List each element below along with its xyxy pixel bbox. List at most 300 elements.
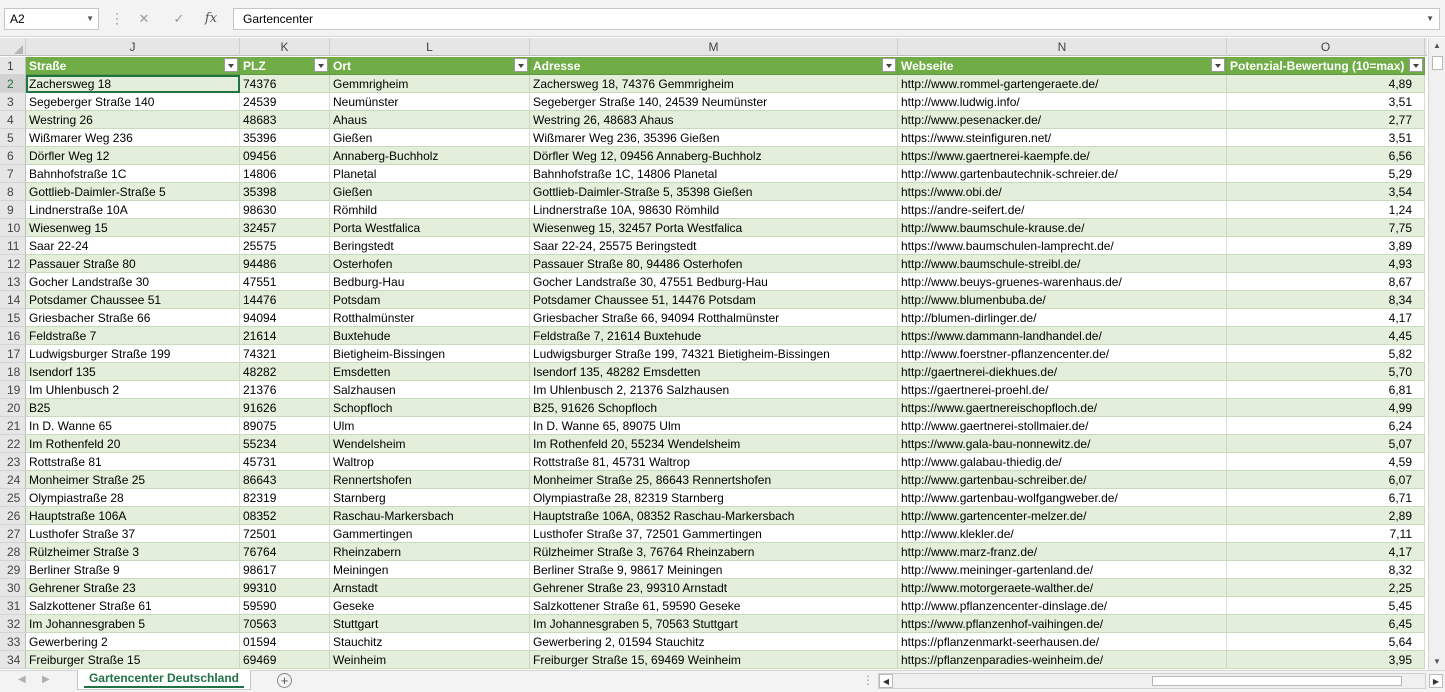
scroll-left-icon[interactable]: ◀ xyxy=(879,674,893,688)
cell-adresse[interactable] xyxy=(530,363,898,381)
formula-input[interactable] xyxy=(233,8,1440,30)
cell-webseite-text: http://www.ludwig.info/ xyxy=(901,95,1020,109)
cell-webseite[interactable] xyxy=(898,147,1227,165)
cell-ort[interactable] xyxy=(330,309,530,327)
cell-webseite[interactable] xyxy=(898,219,1227,237)
cell-adresse[interactable] xyxy=(530,651,898,669)
cell-bewertung[interactable] xyxy=(1227,75,1425,93)
cell-adresse[interactable] xyxy=(530,597,898,615)
cell-strasse[interactable] xyxy=(26,399,240,417)
cell-bewertung[interactable] xyxy=(1227,201,1425,219)
cell-bewertung[interactable] xyxy=(1227,183,1425,201)
cell-strasse[interactable] xyxy=(26,147,240,165)
next-sheet-icon[interactable]: ▶ xyxy=(42,674,50,685)
cell-plz[interactable] xyxy=(240,183,330,201)
cell-strasse[interactable] xyxy=(26,525,240,543)
cell-strasse[interactable] xyxy=(26,363,240,381)
cell-bewertung[interactable] xyxy=(1227,651,1425,669)
row-number[interactable]: 24 xyxy=(0,471,26,489)
cell-plz[interactable] xyxy=(240,489,330,507)
column-header-o[interactable]: O xyxy=(1227,38,1425,56)
sheet-tab-active[interactable]: Gartencenter Deutschland xyxy=(77,670,251,690)
cell-plz-text: 70563 xyxy=(243,617,277,631)
cell-plz[interactable] xyxy=(240,615,330,633)
drag-handle-icon[interactable]: ⋮ xyxy=(862,673,874,687)
cell-adresse[interactable] xyxy=(530,525,898,543)
header-cell[interactable] xyxy=(330,57,530,75)
row-number[interactable]: 30 xyxy=(0,579,26,597)
cell-adresse[interactable] xyxy=(530,381,898,399)
cell-plz[interactable] xyxy=(240,435,330,453)
cell-ort-text: Potsdam xyxy=(333,293,381,307)
row-number[interactable]: 33 xyxy=(0,633,26,651)
column-header-m[interactable]: M xyxy=(530,38,898,56)
cell-webseite[interactable] xyxy=(898,579,1227,597)
cell-plz[interactable] xyxy=(240,525,330,543)
scroll-up-icon[interactable]: ▲ xyxy=(1429,38,1445,54)
cell-adresse-text: Zachersweg 18, 74376 Gemmrigheim xyxy=(533,77,734,91)
cell-adresse[interactable] xyxy=(530,435,898,453)
row-number[interactable]: 6 xyxy=(0,147,26,165)
cell-strasse[interactable] xyxy=(26,579,240,597)
row-number[interactable]: 21 xyxy=(0,417,26,435)
cell-plz[interactable] xyxy=(240,327,330,345)
cell-ort[interactable] xyxy=(330,183,530,201)
cell-plz[interactable] xyxy=(240,291,330,309)
cell-webseite[interactable] xyxy=(898,471,1227,489)
cell-strasse[interactable] xyxy=(26,93,240,111)
cell-webseite-text: https://www.gala-bau-nonnewitz.de/ xyxy=(901,437,1091,451)
row-number[interactable]: 3 xyxy=(0,93,26,111)
cell-webseite[interactable] xyxy=(898,525,1227,543)
cell-webseite[interactable] xyxy=(898,633,1227,651)
column-header-l[interactable]: L xyxy=(330,38,530,56)
header-cell[interactable] xyxy=(240,57,330,75)
cell-strasse[interactable] xyxy=(26,597,240,615)
cell-plz[interactable] xyxy=(240,561,330,579)
cell-plz[interactable] xyxy=(240,363,330,381)
cell-plz[interactable] xyxy=(240,399,330,417)
cell-strasse[interactable] xyxy=(26,615,240,633)
cell-webseite[interactable] xyxy=(898,651,1227,669)
cell-plz[interactable] xyxy=(240,651,330,669)
row-number[interactable]: 12 xyxy=(0,255,26,273)
table-row xyxy=(0,489,1427,507)
cell-bewertung[interactable] xyxy=(1227,435,1425,453)
header-cell[interactable] xyxy=(898,57,1227,75)
cell-plz[interactable] xyxy=(240,219,330,237)
cell-webseite-text: http://www.gartencenter-melzer.de/ xyxy=(901,509,1087,523)
cell-strasse[interactable] xyxy=(26,273,240,291)
cell-ort[interactable] xyxy=(330,147,530,165)
header-cell[interactable] xyxy=(26,57,240,75)
cell-bewertung[interactable] xyxy=(1227,111,1425,129)
cell-ort[interactable] xyxy=(330,561,530,579)
cell-plz[interactable] xyxy=(240,453,330,471)
cell-bewertung[interactable] xyxy=(1227,237,1425,255)
cell-bewertung[interactable] xyxy=(1227,291,1425,309)
cell-webseite[interactable] xyxy=(898,489,1227,507)
row-number[interactable]: 7 xyxy=(0,165,26,183)
filter-dropdown-icon[interactable] xyxy=(314,58,328,72)
row-number[interactable]: 31 xyxy=(0,597,26,615)
cell-strasse-text: Griesbacher Straße 66 xyxy=(29,311,151,325)
cell-ort[interactable] xyxy=(330,93,530,111)
header-cell[interactable] xyxy=(1227,57,1425,75)
row-number[interactable]: 11 xyxy=(0,237,26,255)
cell-adresse[interactable] xyxy=(530,111,898,129)
cell-adresse[interactable] xyxy=(530,183,898,201)
cell-ort[interactable] xyxy=(330,327,530,345)
cell-adresse[interactable] xyxy=(530,399,898,417)
cell-plz[interactable] xyxy=(240,201,330,219)
cell-adresse[interactable] xyxy=(530,507,898,525)
cell-ort[interactable] xyxy=(330,381,530,399)
cell-webseite[interactable] xyxy=(898,327,1227,345)
cell-bewertung[interactable] xyxy=(1227,309,1425,327)
filter-dropdown-icon[interactable] xyxy=(1409,58,1423,72)
cell-adresse[interactable] xyxy=(530,255,898,273)
cell-strasse[interactable] xyxy=(26,201,240,219)
cell-ort[interactable] xyxy=(330,345,530,363)
cell-ort-text: Bietigheim-Bissingen xyxy=(333,347,446,361)
cell-webseite[interactable] xyxy=(898,129,1227,147)
cell-plz[interactable] xyxy=(240,111,330,129)
cell-plz-text: 47551 xyxy=(243,275,277,289)
cell-webseite-text: http://www.gaertnerei-stollmaier.de/ xyxy=(901,419,1089,433)
cell-adresse[interactable] xyxy=(530,579,898,597)
cell-strasse[interactable] xyxy=(26,489,240,507)
cell-webseite[interactable] xyxy=(898,165,1227,183)
cell-ort[interactable] xyxy=(330,273,530,291)
row-number[interactable]: 4 xyxy=(0,111,26,129)
row-number[interactable]: 23 xyxy=(0,453,26,471)
cell-webseite-text: https://www.obi.de/ xyxy=(901,185,1002,199)
cell-plz[interactable] xyxy=(240,381,330,399)
cell-webseite[interactable] xyxy=(898,507,1227,525)
row-number[interactable]: 27 xyxy=(0,525,26,543)
cell-bewertung-text: 4,93 xyxy=(1388,257,1412,271)
cell-webseite[interactable] xyxy=(898,435,1227,453)
cell-bewertung[interactable] xyxy=(1227,525,1425,543)
cell-ort[interactable] xyxy=(330,363,530,381)
cell-adresse-text: Salzkottener Straße 61, 59590 Geseke xyxy=(533,599,741,613)
cell-webseite[interactable] xyxy=(898,111,1227,129)
cell-strasse[interactable] xyxy=(26,417,240,435)
insert-function-button[interactable]: fx xyxy=(204,11,218,26)
row-number[interactable]: 20 xyxy=(0,399,26,417)
cell-bewertung[interactable] xyxy=(1227,579,1425,597)
row-number[interactable]: 17 xyxy=(0,345,26,363)
row-number[interactable]: 26 xyxy=(0,507,26,525)
cell-plz[interactable] xyxy=(240,237,330,255)
cell-bewertung-text: 8,32 xyxy=(1388,563,1412,577)
cell-webseite[interactable] xyxy=(898,615,1227,633)
cell-adresse[interactable] xyxy=(530,561,898,579)
cell-strasse[interactable] xyxy=(26,345,240,363)
cell-webseite[interactable] xyxy=(898,273,1227,291)
cell-ort-text: Neumünster xyxy=(333,95,399,109)
cell-ort[interactable] xyxy=(330,597,530,615)
column-header-k[interactable]: K xyxy=(240,38,330,56)
cell-strasse[interactable] xyxy=(26,543,240,561)
filter-dropdown-icon[interactable] xyxy=(1211,58,1225,72)
cell-webseite[interactable] xyxy=(898,417,1227,435)
cell-bewertung[interactable] xyxy=(1227,471,1425,489)
cell-bewertung[interactable] xyxy=(1227,507,1425,525)
cell-ort-text: Buxtehude xyxy=(333,329,391,343)
cell-strasse[interactable] xyxy=(26,651,240,669)
cell-adresse[interactable] xyxy=(530,129,898,147)
cell-plz[interactable] xyxy=(240,93,330,111)
cell-ort[interactable] xyxy=(330,219,530,237)
cell-bewertung[interactable] xyxy=(1227,129,1425,147)
chevron-down-icon[interactable]: ▼ xyxy=(86,14,94,23)
cell-webseite[interactable] xyxy=(898,561,1227,579)
filter-dropdown-icon[interactable] xyxy=(224,58,238,72)
cell-ort[interactable] xyxy=(330,75,530,93)
cell-ort[interactable] xyxy=(330,579,530,597)
cell-webseite[interactable] xyxy=(898,255,1227,273)
cell-bewertung[interactable] xyxy=(1227,399,1425,417)
cell-webseite[interactable] xyxy=(898,309,1227,327)
row-number[interactable]: 34 xyxy=(0,651,26,669)
cell-ort[interactable] xyxy=(330,129,530,147)
row-number[interactable]: 1 xyxy=(0,57,26,75)
cell-bewertung[interactable] xyxy=(1227,219,1425,237)
row-number[interactable]: 13 xyxy=(0,273,26,291)
cell-strasse[interactable] xyxy=(26,453,240,471)
cell-strasse[interactable] xyxy=(26,255,240,273)
plus-circle-icon[interactable]: + xyxy=(277,673,292,688)
cell-ort[interactable] xyxy=(330,417,530,435)
previous-sheet-icon[interactable]: ◀ xyxy=(18,674,26,685)
close-icon[interactable]: ✕ xyxy=(138,11,150,26)
cell-ort[interactable] xyxy=(330,651,530,669)
cell-plz[interactable] xyxy=(240,165,330,183)
cell-adresse[interactable] xyxy=(530,417,898,435)
row-number[interactable]: 15 xyxy=(0,309,26,327)
cell-adresse[interactable] xyxy=(530,201,898,219)
column-header-n[interactable]: N xyxy=(898,38,1227,56)
row-number[interactable]: 16 xyxy=(0,327,26,345)
cell-ort[interactable] xyxy=(330,471,530,489)
cell-strasse[interactable] xyxy=(26,381,240,399)
cell-adresse[interactable] xyxy=(530,489,898,507)
cell-webseite[interactable] xyxy=(898,75,1227,93)
cell-strasse[interactable] xyxy=(26,111,240,129)
cell-ort[interactable] xyxy=(330,543,530,561)
cell-plz[interactable] xyxy=(240,633,330,651)
cell-webseite[interactable] xyxy=(898,543,1227,561)
cell-bewertung[interactable] xyxy=(1227,93,1425,111)
cell-adresse[interactable] xyxy=(530,165,898,183)
check-icon[interactable]: ✓ xyxy=(173,11,185,26)
cell-strasse[interactable] xyxy=(26,507,240,525)
vertical-scroll-thumb[interactable] xyxy=(1432,56,1443,70)
row-number[interactable]: 25 xyxy=(0,489,26,507)
cell-bewertung[interactable] xyxy=(1227,327,1425,345)
row-number[interactable]: 8 xyxy=(0,183,26,201)
cell-adresse[interactable] xyxy=(530,615,898,633)
cell-ort-text: Porta Westfalica xyxy=(333,221,421,235)
cell-plz[interactable] xyxy=(240,597,330,615)
cell-bewertung[interactable] xyxy=(1227,489,1425,507)
cell-bewertung[interactable] xyxy=(1227,453,1425,471)
cell-bewertung[interactable] xyxy=(1227,615,1425,633)
cell-plz[interactable] xyxy=(240,417,330,435)
cell-webseite-text: https://pflanzenmarkt-seerhausen.de/ xyxy=(901,635,1100,649)
cell-bewertung[interactable] xyxy=(1227,363,1425,381)
cell-strasse[interactable] xyxy=(26,561,240,579)
cell-bewertung[interactable] xyxy=(1227,165,1425,183)
cell-adresse[interactable] xyxy=(530,345,898,363)
row-number[interactable]: 5 xyxy=(0,129,26,147)
cell-bewertung-text: 4,17 xyxy=(1388,311,1412,325)
row-number[interactable]: 19 xyxy=(0,381,26,399)
cell-webseite[interactable] xyxy=(898,453,1227,471)
cell-webseite[interactable] xyxy=(898,291,1227,309)
cell-strasse[interactable] xyxy=(26,633,240,651)
cell-strasse[interactable] xyxy=(26,183,240,201)
row-number[interactable]: 9 xyxy=(0,201,26,219)
cell-ort[interactable] xyxy=(330,201,530,219)
cell-plz[interactable] xyxy=(240,309,330,327)
cell-webseite-text: http://www.pflanzencenter-dinslage.de/ xyxy=(901,599,1108,613)
cell-bewertung[interactable] xyxy=(1227,381,1425,399)
cell-strasse[interactable] xyxy=(26,291,240,309)
cell-adresse[interactable] xyxy=(530,327,898,345)
horizontal-scrollbar[interactable] xyxy=(878,673,1440,689)
cell-strasse[interactable] xyxy=(26,75,240,93)
row-number[interactable]: 29 xyxy=(0,561,26,579)
cell-webseite[interactable] xyxy=(898,345,1227,363)
cell-ort[interactable] xyxy=(330,435,530,453)
scroll-right-icon[interactable]: ▶ xyxy=(1429,674,1443,688)
cell-ort[interactable] xyxy=(330,111,530,129)
cell-bewertung[interactable] xyxy=(1227,633,1425,651)
cell-adresse-text: Wißmarer Weg 236, 35396 Gießen xyxy=(533,131,720,145)
cell-plz[interactable] xyxy=(240,129,330,147)
cell-webseite[interactable] xyxy=(898,363,1227,381)
select-all-button[interactable] xyxy=(0,38,26,56)
cell-webseite[interactable] xyxy=(898,201,1227,219)
cell-ort[interactable] xyxy=(330,165,530,183)
row-number[interactable]: 22 xyxy=(0,435,26,453)
cell-bewertung[interactable] xyxy=(1227,561,1425,579)
cell-bewertung[interactable] xyxy=(1227,273,1425,291)
cell-plz[interactable] xyxy=(240,75,330,93)
cell-plz[interactable] xyxy=(240,543,330,561)
cell-webseite[interactable] xyxy=(898,399,1227,417)
cell-bewertung[interactable] xyxy=(1227,417,1425,435)
cell-strasse[interactable] xyxy=(26,327,240,345)
row-number[interactable]: 28 xyxy=(0,543,26,561)
cell-strasse[interactable] xyxy=(26,219,240,237)
cell-ort[interactable] xyxy=(330,633,530,651)
name-box[interactable] xyxy=(4,8,99,30)
row-number[interactable]: 10 xyxy=(0,219,26,237)
cell-ort[interactable] xyxy=(330,507,530,525)
cell-strasse[interactable] xyxy=(26,129,240,147)
cell-plz[interactable] xyxy=(240,507,330,525)
cell-plz[interactable] xyxy=(240,345,330,363)
cell-adresse[interactable] xyxy=(530,309,898,327)
cell-adresse[interactable] xyxy=(530,543,898,561)
cell-adresse[interactable] xyxy=(530,147,898,165)
header-cell[interactable] xyxy=(530,57,898,75)
cell-adresse-text: Monheimer Straße 25, 86643 Rennertshofen xyxy=(533,473,772,487)
cell-ort[interactable] xyxy=(330,453,530,471)
drag-handle-icon[interactable]: ⋮ xyxy=(110,10,124,26)
cell-ort[interactable] xyxy=(330,255,530,273)
cell-bewertung[interactable] xyxy=(1227,597,1425,615)
cell-strasse[interactable] xyxy=(26,165,240,183)
cell-plz[interactable] xyxy=(240,579,330,597)
cell-plz[interactable] xyxy=(240,147,330,165)
column-header-j[interactable]: J xyxy=(26,38,240,56)
cell-plz[interactable] xyxy=(240,471,330,489)
cell-adresse[interactable] xyxy=(530,219,898,237)
cell-bewertung[interactable] xyxy=(1227,543,1425,561)
cell-webseite[interactable] xyxy=(898,381,1227,399)
cell-bewertung[interactable] xyxy=(1227,255,1425,273)
cell-webseite-text: http://www.blumenbuba.de/ xyxy=(901,293,1046,307)
cell-ort[interactable] xyxy=(330,525,530,543)
cell-adresse[interactable] xyxy=(530,291,898,309)
cell-webseite[interactable] xyxy=(898,93,1227,111)
cell-webseite[interactable] xyxy=(898,237,1227,255)
cell-webseite[interactable] xyxy=(898,183,1227,201)
vertical-scrollbar[interactable] xyxy=(1428,38,1445,670)
cell-adresse[interactable] xyxy=(530,237,898,255)
cell-adresse[interactable] xyxy=(530,453,898,471)
worksheet-grid[interactable] xyxy=(0,38,1427,670)
filter-dropdown-icon[interactable] xyxy=(514,58,528,72)
cell-strasse[interactable] xyxy=(26,309,240,327)
cell-strasse-text: Zachersweg 18 xyxy=(29,77,112,91)
cell-webseite-text: http://www.gartenbautechnik-schreier.de/ xyxy=(901,167,1118,181)
cell-ort[interactable] xyxy=(330,399,530,417)
cell-plz[interactable] xyxy=(240,255,330,273)
cell-strasse[interactable] xyxy=(26,237,240,255)
cell-adresse[interactable] xyxy=(530,273,898,291)
row-number[interactable]: 2 xyxy=(0,75,26,93)
row-number[interactable]: 14 xyxy=(0,291,26,309)
cell-bewertung[interactable] xyxy=(1227,345,1425,363)
table-row xyxy=(0,147,1427,165)
cell-strasse[interactable] xyxy=(26,435,240,453)
cell-adresse[interactable] xyxy=(530,471,898,489)
cell-webseite[interactable] xyxy=(898,597,1227,615)
cell-adresse[interactable] xyxy=(530,93,898,111)
cell-adresse[interactable] xyxy=(530,75,898,93)
filter-dropdown-icon[interactable] xyxy=(882,58,896,72)
scroll-down-icon[interactable]: ▼ xyxy=(1429,654,1445,670)
cell-plz[interactable] xyxy=(240,273,330,291)
cell-ort[interactable] xyxy=(330,291,530,309)
cell-bewertung[interactable] xyxy=(1227,147,1425,165)
cell-adresse[interactable] xyxy=(530,633,898,651)
cell-strasse[interactable] xyxy=(26,471,240,489)
cell-ort[interactable] xyxy=(330,489,530,507)
expand-formula-icon[interactable]: ▼ xyxy=(1426,14,1434,23)
cell-ort[interactable] xyxy=(330,615,530,633)
row-number[interactable]: 32 xyxy=(0,615,26,633)
row-number[interactable]: 18 xyxy=(0,363,26,381)
horizontal-scroll-thumb[interactable] xyxy=(1152,676,1402,686)
cell-ort[interactable] xyxy=(330,237,530,255)
